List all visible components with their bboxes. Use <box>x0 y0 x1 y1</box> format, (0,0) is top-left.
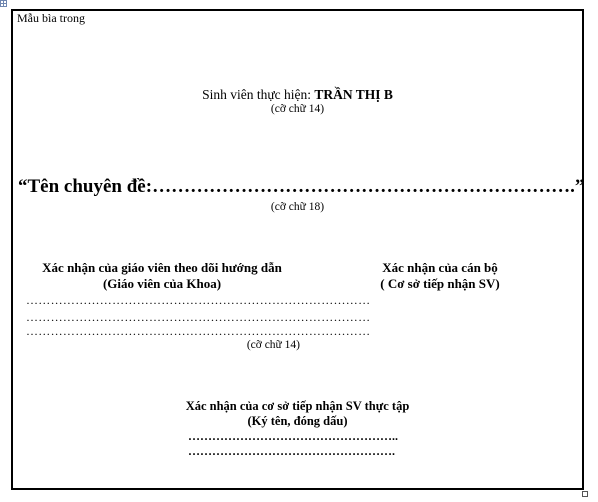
teacher-confirm-block <box>18 260 306 292</box>
teacher-signature-line-1: ………………………………………………………………………… <box>26 293 371 307</box>
author-line <box>13 87 582 103</box>
teacher-confirm-heading: Xác nhận của giáo viên theo dõi hướng dẫn <box>42 260 282 275</box>
resize-handle-icon[interactable] <box>582 491 588 497</box>
anchor-icon[interactable] <box>0 0 7 7</box>
staff-confirm-heading: Xác nhận của cán bộ <box>382 260 498 275</box>
org-signature-line-2: ……………………………………………. <box>188 444 395 458</box>
topic-title: “Tên chuyên đề:………………………………………………………….” <box>18 176 585 197</box>
author-label: Sinh viên thực hiện: <box>202 87 312 102</box>
staff-confirm-subheading: ( Cơ sở tiếp nhận SV) <box>380 276 500 291</box>
staff-confirm-block <box>340 260 540 292</box>
org-confirm-block <box>13 399 582 429</box>
teacher-signature-line-2: ………………………………………………………………………… <box>26 310 371 324</box>
author-size-note: (cỡ chữ 14) <box>270 103 325 115</box>
org-confirm-subheading: (Ký tên, đóng dấu) <box>247 414 348 428</box>
org-confirm-heading: Xác nhận của cơ sở tiếp nhận SV thực tập <box>185 399 410 413</box>
teacher-size-note: (cỡ chữ 14) <box>246 339 300 351</box>
author-name: TRẦN THỊ B <box>314 87 393 102</box>
topic-size-note: (cỡ chữ 18) <box>270 201 325 213</box>
teacher-confirm-subheading: (Giáo viên của Khoa) <box>102 276 222 291</box>
template-label: Mẫu bìa trong <box>17 11 85 25</box>
org-signature-line-1: …………………………………………….. <box>188 429 398 443</box>
teacher-signature-line-3: ………………………………………………………………………… <box>26 324 371 338</box>
